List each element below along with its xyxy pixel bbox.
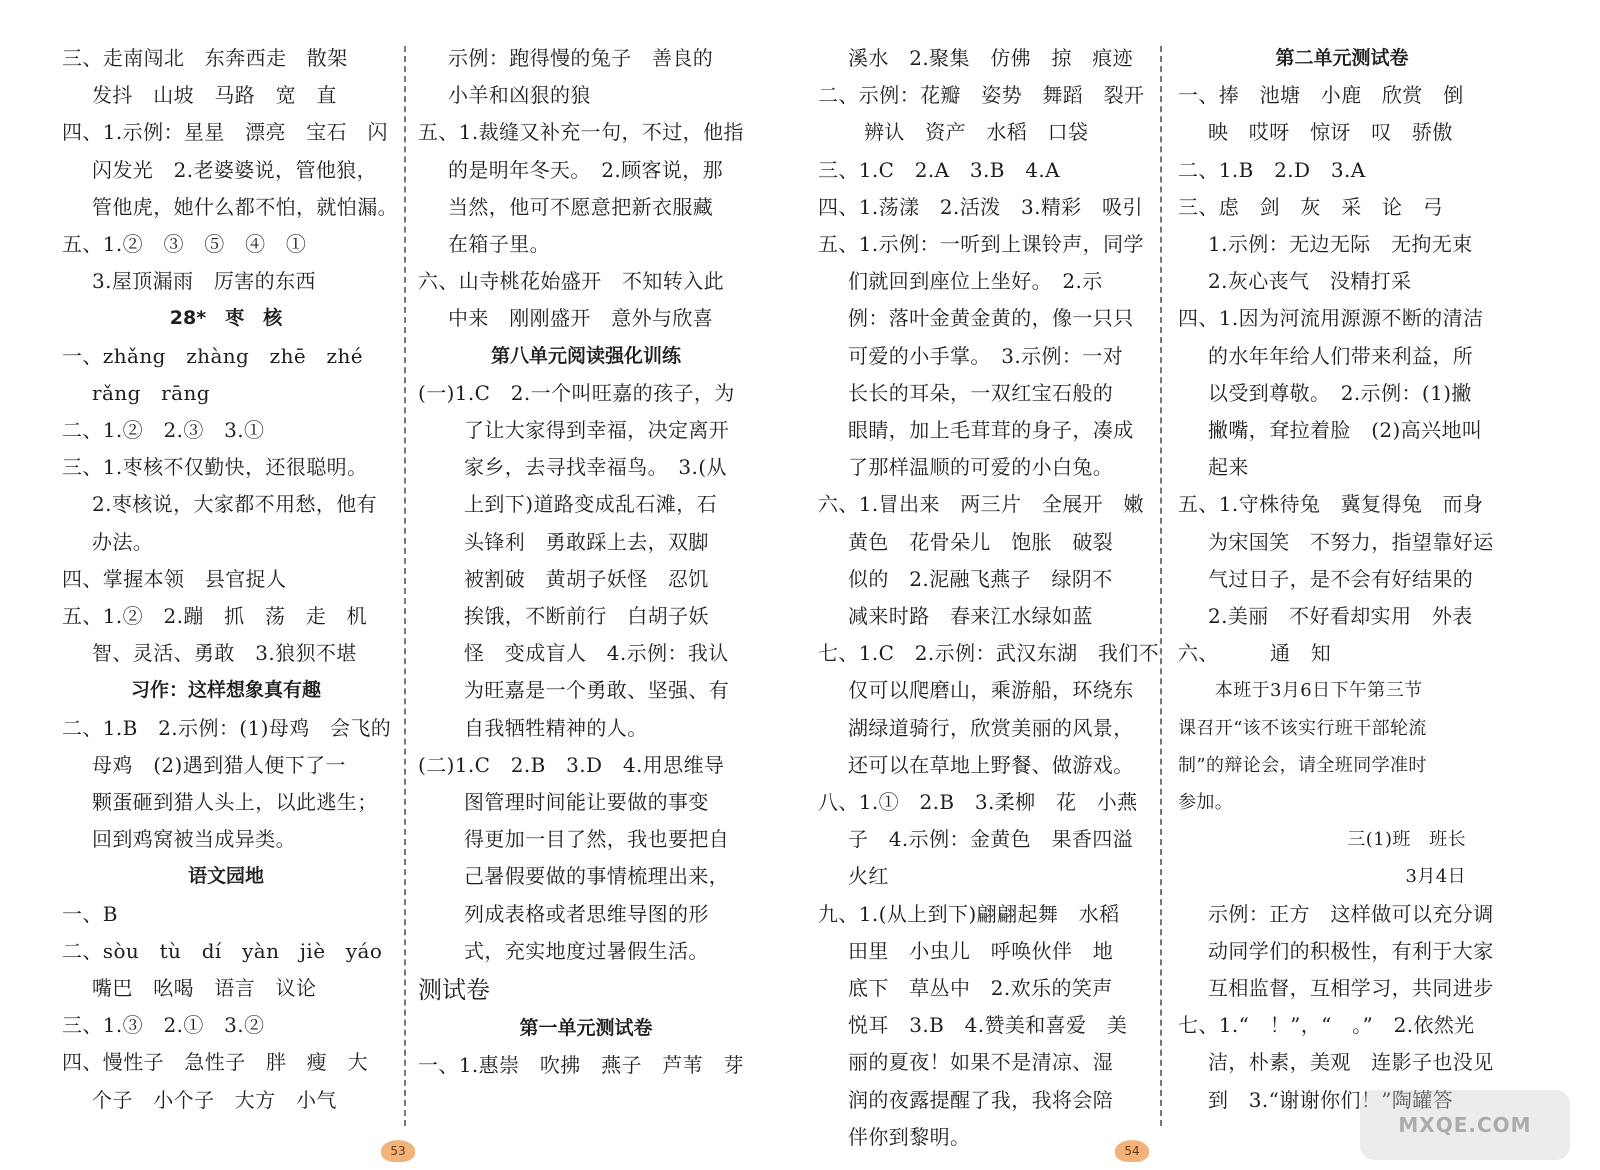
answer-line: 三(1)班 班长 xyxy=(1347,829,1466,851)
answer-line: 还可以在草地上野餐、做游戏。 xyxy=(848,752,1134,777)
answer-line: 五、1.守株待兔 冀复得兔 而身 xyxy=(1178,492,1484,517)
answer-line: 发抖 山坡 马路 宽 直 xyxy=(92,83,337,108)
answer-line: 闪发光 2.老婆婆说，管他狼， xyxy=(92,157,378,182)
answer-line: 在箱子里。 xyxy=(448,232,550,257)
answer-line: 嘴巴 吆喝 语言 议论 xyxy=(92,976,317,1001)
answer-line: 被割破 黄胡子妖怪 忍饥 xyxy=(464,566,709,591)
answer-line: 中来 刚刚盛开 意外与欣喜 xyxy=(448,306,714,331)
answer-line: 四、掌握本领 县官捉人 xyxy=(62,566,287,591)
answer-line: 湖绿道骑行，欣赏美丽的风景， xyxy=(848,715,1134,740)
page-number-left: 53 xyxy=(381,1140,415,1162)
answer-line: 田里 小虫儿 呼唤伙伴 地 xyxy=(848,938,1114,963)
answer-line: 五、1.② ③ ⑤ ④ ① xyxy=(62,232,307,257)
watermark-text: MXQE.COM xyxy=(1398,1113,1532,1137)
answer-line: 六、 通 知 xyxy=(1178,641,1332,666)
answer-line: 们就回到座位上坐好。 2.示 xyxy=(848,269,1103,294)
answer-line: 了那样温顺的可爱的小白兔。 xyxy=(848,455,1114,480)
answer-line: 到 3.“谢谢你们！”陶罐答 xyxy=(1208,1087,1454,1112)
answer-line: 当然，他可不愿意把新衣服藏 xyxy=(448,194,714,219)
answer-line: 为宋国笑 不努力，指望靠好运 xyxy=(1208,529,1494,554)
answer-line: 三、走南闯北 东奔西走 散架 xyxy=(62,46,348,70)
answer-line: 三、1.③ 2.① 3.② xyxy=(62,1013,265,1038)
answer-line: 四、1.示例：星星 漂亮 宝石 闪 xyxy=(62,120,388,145)
answer-line: 己暑假要做的事情梳理出来， xyxy=(464,864,730,889)
answer-line: 七、1.C 2.示例：武汉东湖 我们不 xyxy=(818,641,1160,666)
answer-line: 小羊和凶狠的狼 xyxy=(448,83,591,108)
answer-line: 2.枣核说，大家都不用愁，他有 xyxy=(92,492,378,517)
answer-line: 以受到尊敬。 2.示例：(1)撇 xyxy=(1208,380,1472,405)
answer-line: 头锋利 勇敢踩上去，双脚 xyxy=(464,529,709,554)
answer-line: 一、捧 池塘 小鹿 欣赏 倒 xyxy=(1178,83,1464,108)
section-heading: 第八单元阅读强化训练 xyxy=(490,344,681,367)
answer-line: rǎng rāng xyxy=(92,380,210,405)
answer-line: 一、B xyxy=(62,901,118,926)
answer-line: 二、sòu tù dí yàn jiè yáo xyxy=(62,938,383,963)
answer-line: 五、1.示例：一听到上课铃声，同学 xyxy=(818,232,1144,257)
section-heading: 第一单元测试卷 xyxy=(519,1017,653,1040)
answer-line: 家乡，去寻找幸福鸟。 3.(从 xyxy=(464,455,727,480)
answer-line: 六、1.冒出来 两三片 全展开 嫩 xyxy=(818,492,1144,517)
section-heading: 28* 枣 核 xyxy=(169,307,283,330)
answer-line: 管他虎，她什么都不怕，就怕漏。 xyxy=(92,194,398,219)
answer-line: 溪水 2.聚集 仿佛 掠 痕迹 xyxy=(848,46,1134,70)
answer-line: 动同学们的积极性，有利于大家 xyxy=(1208,938,1494,963)
answer-line: 2.灰心丧气 没精打采 xyxy=(1208,269,1412,294)
answer-line: 似的 2.泥融飞燕子 绿阴不 xyxy=(848,566,1113,591)
section-heading: 测试卷 xyxy=(418,976,490,1005)
answer-line: 丽的夏夜！如果不是清凉、湿 xyxy=(848,1050,1114,1075)
column-4 xyxy=(1172,40,1512,1130)
answer-line: 映 哎呀 惊讶 叹 骄傲 xyxy=(1208,120,1453,145)
answer-line: 六、山寺桃花始盛开 不知转入此 xyxy=(418,269,724,294)
section-heading: 语文园地 xyxy=(187,865,264,888)
answer-line: 的是明年冬天。 2.顾客说，那 xyxy=(448,157,724,182)
section-heading: 习作：这样想象真有趣 xyxy=(130,679,321,702)
answer-line: (二)1.C 2.B 3.D 4.用思维导 xyxy=(418,752,725,777)
answer-line: 底下 草丛中 2.欢乐的笑声 xyxy=(848,976,1113,1001)
answer-line: 二、1.B 2.示例：(1)母鸡 会飞的 xyxy=(62,715,392,740)
answer-line: 一、1.惠崇 吹拂 燕子 芦苇 芽 xyxy=(418,1053,744,1078)
column-divider xyxy=(1160,46,1162,1126)
answer-line: 五、1.② 2.蹦 抓 荡 走 机 xyxy=(62,604,367,629)
column-3 xyxy=(812,40,1160,1149)
answer-line: 撇嘴，耷拉着脸 (2)高兴地叫 xyxy=(1208,418,1483,443)
answer-line: 火红 xyxy=(848,864,889,889)
answer-line: 上到下)道路变成乱石滩，石 xyxy=(464,492,718,517)
answer-line: 眼睛，加上毛茸茸的身子，凑成 xyxy=(848,418,1134,443)
answer-line: 悦耳 3.B 4.赞美和喜爱 美 xyxy=(848,1013,1128,1038)
page-number-right: 54 xyxy=(1115,1140,1149,1162)
answer-line: 长长的耳朵，一双红宝石般的 xyxy=(848,380,1114,405)
answer-line: 子 4.示例：金黄色 果香四溢 xyxy=(848,827,1134,852)
answer-line: 洁，朴素，美观 连影子也没见 xyxy=(1208,1050,1494,1075)
answer-line: 伴你到黎明。 xyxy=(848,1124,971,1149)
answer-line: 二、示例：花瓣 姿势 舞蹈 裂开 xyxy=(818,83,1145,108)
answer-line: 减来时路 春来江水绿如蓝 xyxy=(848,604,1093,629)
answer-line: 式，充实地度过暑假生活。 xyxy=(464,938,709,963)
answer-line: 气过日子，是不会有好结果的 xyxy=(1208,566,1474,591)
answer-line: 母鸡 (2)遇到猎人便下了一 xyxy=(92,752,346,777)
answer-line: 参加。 xyxy=(1178,792,1234,814)
answer-line: 三、1.C 2.A 3.B 4.A xyxy=(818,157,1061,182)
answer-line: 2.美丽 不好看却实用 外表 xyxy=(1208,604,1473,629)
answer-line: 课召开“该不该实行班干部轮流 xyxy=(1178,717,1427,739)
answer-line: 互相监督，互相学习，共同进步 xyxy=(1208,976,1494,1001)
answer-line: 3.屋顶漏雨 厉害的东西 xyxy=(92,269,316,294)
answer-line: 怪 变成盲人 4.示例：我认 xyxy=(464,641,729,666)
section-heading: 第二单元测试卷 xyxy=(1275,47,1409,69)
answer-line: 得更加一目了然，我也要把自 xyxy=(464,827,730,852)
answer-line: 三、虑 剑 灰 采 论 弓 xyxy=(1178,194,1444,219)
answer-line: 为旺嘉是一个勇敢、坚强、有 xyxy=(464,678,730,703)
answer-line: 了让大家得到幸福，决定离开 xyxy=(464,418,730,443)
answer-line: 示例：正方 这样做可以充分调 xyxy=(1208,901,1494,926)
answer-line: 1.示例：无边无际 无拘无束 xyxy=(1208,232,1473,257)
column-2 xyxy=(412,40,760,1130)
answer-line: 仅可以爬磨山，乘游船，环绕东 xyxy=(848,678,1134,703)
answer-line: 挨饿，不断前行 白胡子妖 xyxy=(464,604,709,629)
answer-line: 可爱的小手掌。 3.示例：一对 xyxy=(848,343,1124,368)
answer-line: 一、zhǎng zhàng zhē zhé xyxy=(62,343,363,368)
watermark-logo xyxy=(1360,1090,1570,1160)
answer-line: 的水年年给人们带来利益，所 xyxy=(1208,343,1474,368)
answer-line: 列成表格或者思维导图的形 xyxy=(464,901,709,926)
answer-line: 办法。 xyxy=(92,529,154,554)
answer-line: 四、1.因为河流用源源不断的清洁 xyxy=(1178,306,1484,331)
answer-line: 颗蛋砸到猎人头上，以此逃生； xyxy=(92,790,378,815)
column-divider xyxy=(404,46,406,1126)
answer-line: 四、1.荡漾 2.活泼 3.精彩 吸引 xyxy=(818,194,1143,219)
answer-line: (一)1.C 2.一个叫旺嘉的孩子，为 xyxy=(418,380,735,405)
answer-line: 四、慢性子 急性子 胖 瘦 大 xyxy=(62,1050,368,1075)
column-1 xyxy=(56,40,396,1130)
answer-line: 八、1.① 2.B 3.柔柳 花 小燕 xyxy=(818,790,1138,815)
answer-line: 二、1.② 2.③ 3.① xyxy=(62,418,265,443)
answer-line: 自我牺牲精神的人。 xyxy=(464,715,648,740)
answer-line: 本班于3月6日下午第三节 xyxy=(1178,680,1423,702)
answer-line: 二、1.B 2.D 3.A xyxy=(1178,157,1366,182)
answer-line: 黄色 花骨朵儿 饱胀 破裂 xyxy=(848,529,1114,554)
answer-line: 五、1.裁缝又补充一句，不过，他指 xyxy=(418,120,744,145)
answer-line: 回到鸡窝被当成异类。 xyxy=(92,827,296,852)
answer-line: 九、1.(从上到下)翩翩起舞 水稻 xyxy=(818,901,1120,926)
answer-line: 三、1.枣核不仅勤快，还很聪明。 xyxy=(62,455,368,480)
answer-line: 智、灵活、勇敢 3.狼狈不堪 xyxy=(92,641,357,666)
answer-line: 图管理时间能让要做的事变 xyxy=(464,790,709,815)
answer-line: 个子 小个子 大方 小气 xyxy=(92,1087,337,1112)
answer-line: 起来 xyxy=(1208,455,1249,480)
answer-line: 3月4日 xyxy=(1405,866,1466,888)
answer-line: 七、1.“ ！”，“ 。” 2.依然光 xyxy=(1178,1013,1475,1038)
answer-line: 例：落叶金黄金黄的，像一只只 xyxy=(848,306,1134,331)
answer-line: 示例：跑得慢的兔子 善良的 xyxy=(448,46,714,70)
answer-line: 辨认 资产 水稻 口袋 xyxy=(864,120,1089,145)
answer-line: 润的夜露提醒了我，我将会陪 xyxy=(848,1087,1114,1112)
answer-line: 制”的辩论会，请全班同学准时 xyxy=(1178,754,1427,776)
